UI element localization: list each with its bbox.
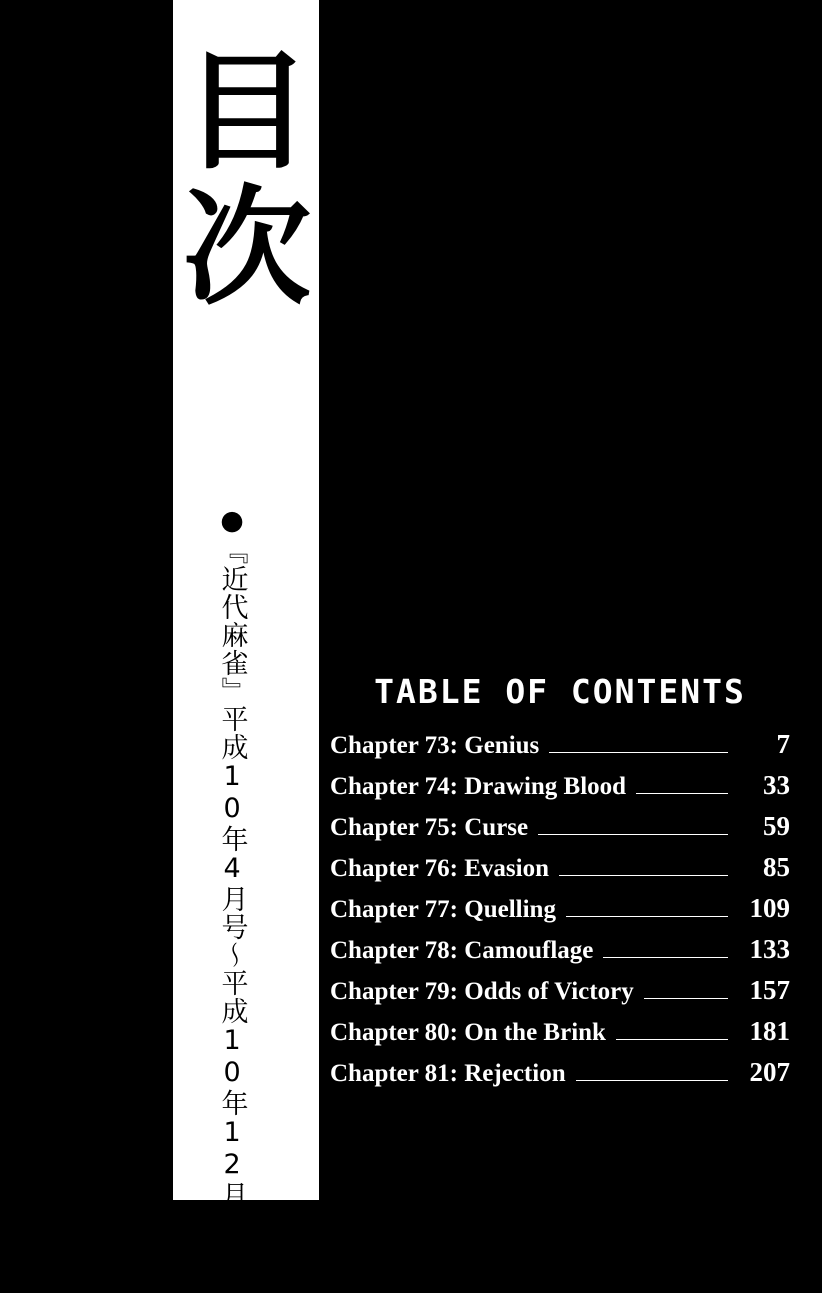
toc-entry-page: 207: [749, 1057, 790, 1087]
toc-entry-label: Chapter 77: Quelling: [330, 896, 556, 923]
toc-leader-line: [538, 834, 728, 835]
toc-leader-line: [616, 1039, 728, 1040]
toc-leader-line: [636, 793, 728, 794]
table-of-contents-list: [330, 729, 790, 1088]
toc-leader-line: [549, 752, 728, 753]
toc-entry-page: 7: [776, 729, 790, 759]
toc-leader-line: [576, 1080, 728, 1081]
toc-entry-label: Chapter 80: On the Brink: [330, 1019, 606, 1046]
toc-leader-line: [644, 998, 728, 999]
toc-entry-page: 133: [749, 934, 790, 964]
list-item[interactable]: [330, 1016, 790, 1047]
list-item[interactable]: [330, 811, 790, 842]
japanese-title-char-2: 次: [182, 173, 311, 323]
toc-entry-page: 181: [749, 1016, 790, 1046]
toc-leader-line: [603, 957, 728, 958]
toc-entry-page: 109: [749, 893, 790, 923]
toc-leader-line: [566, 916, 728, 917]
table-of-contents-heading: TABLE OF CONTENTS: [374, 672, 746, 711]
list-item[interactable]: [330, 934, 790, 965]
list-item[interactable]: [330, 893, 790, 924]
japanese-publication-credit: ●『近代麻雀』平成10年4月号〜平成10年12月号所載: [216, 505, 248, 1293]
table-of-contents: [330, 672, 790, 1098]
toc-entry-label: Chapter 79: Odds of Victory: [330, 978, 634, 1005]
toc-entry-label: Chapter 75: Curse: [330, 814, 529, 841]
toc-entry-label: Chapter 73: Genius: [330, 732, 540, 759]
toc-entry-page: 85: [763, 852, 790, 882]
japanese-title: [181, 38, 313, 323]
list-item[interactable]: [330, 1057, 790, 1088]
toc-entry-label: Chapter 78: Camouflage: [330, 937, 594, 964]
toc-entry-label: Chapter 76: Evasion: [330, 855, 550, 882]
toc-entry-page: 157: [749, 975, 790, 1005]
toc-entry-page: 33: [763, 770, 790, 800]
list-item[interactable]: [330, 852, 790, 883]
japanese-title-char-1: 目: [182, 38, 311, 187]
toc-entry-page: 59: [763, 811, 790, 841]
toc-entry-label: Chapter 74: Drawing Blood: [330, 773, 627, 800]
list-item[interactable]: [330, 975, 790, 1006]
toc-leader-line: [559, 875, 728, 876]
list-item[interactable]: [330, 770, 790, 801]
list-item[interactable]: [330, 729, 790, 760]
toc-entry-label: Chapter 81: Rejection: [330, 1060, 566, 1087]
